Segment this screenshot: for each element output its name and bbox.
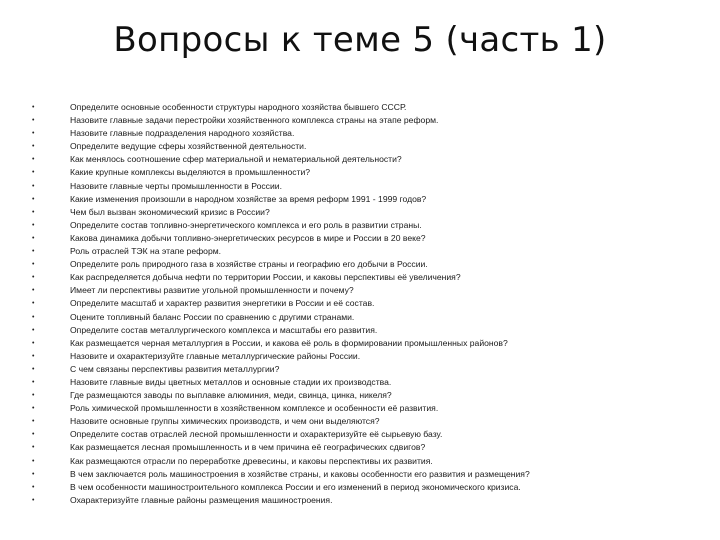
list-item — [32, 206, 682, 219]
bullet-icon: • — [32, 300, 35, 308]
bullet-icon: • — [32, 418, 35, 426]
bullet-icon: • — [32, 208, 35, 216]
list-item — [32, 271, 682, 284]
list-item — [32, 455, 682, 468]
question-text: В чем заключается роль машиностроения в хозяйстве страны, и каковы особенности его развития и размещения? — [70, 468, 530, 479]
list-item — [32, 245, 682, 258]
bullet-icon: • — [32, 339, 35, 347]
question-text: Как размещаются отрасли по переработке древесины, и каковы перспективы их развития. — [70, 455, 433, 466]
question-text: Как размещается лесная промышленность и в чем причина её географических сдвигов? — [70, 442, 426, 453]
list-item — [32, 337, 682, 350]
list-item — [32, 311, 682, 324]
bullet-icon: • — [32, 431, 35, 439]
question-text: Назовите основные группы химических производств, и чем они выделяются? — [70, 416, 380, 427]
list-item — [32, 297, 682, 310]
question-text: Где размещаются заводы по выплавке алюминия, меди, свинца, цинка, никеля? — [70, 390, 392, 401]
question-text: Какие крупные комплексы выделяются в промышленности? — [70, 167, 311, 178]
question-text: Роль химической промышленности в хозяйственном комплексе и особенности её развития. — [70, 403, 439, 414]
bullet-icon: • — [32, 496, 35, 504]
list-item — [32, 232, 682, 245]
list-item — [32, 258, 682, 271]
question-text: Какова динамика добычи топливно-энергетических ресурсов в мире и России в 20 веке? — [70, 232, 426, 243]
list-item — [32, 428, 682, 441]
question-text: Какие изменения произошли в народном хозяйстве за время реформ 1991 - 1999 годов? — [70, 193, 427, 204]
list-item — [32, 153, 682, 166]
bullet-icon: • — [32, 352, 35, 360]
list-item — [32, 363, 682, 376]
list-item — [32, 127, 682, 140]
list-item — [32, 114, 682, 127]
list-item — [32, 468, 682, 481]
list-item — [32, 284, 682, 297]
bullet-icon: • — [32, 221, 35, 229]
question-text: Имеет ли перспективы развитие угольной промышленности и почему? — [70, 285, 354, 296]
question-text: Определите основные особенности структуры народного хозяйства бывшего СССР. — [70, 102, 407, 112]
question-text: Назовите главные виды цветных металлов и основные стадии их производства. — [70, 376, 392, 387]
bullet-icon: • — [32, 287, 35, 295]
bullet-icon: • — [32, 143, 35, 151]
question-text: Назовите главные черты промышленности в России. — [70, 180, 282, 191]
question-text: Роль отраслей ТЭК на этапе реформ. — [70, 246, 222, 257]
bullet-icon: • — [32, 392, 35, 400]
question-text: Назовите и охарактеризуйте главные металлургические районы России. — [70, 350, 361, 361]
bullet-icon: • — [32, 261, 35, 269]
question-text: Определите масштаб и характер развития энергетики в России и её состав. — [70, 298, 375, 309]
bullet-icon: • — [32, 274, 35, 282]
bullet-icon: • — [32, 326, 35, 334]
list-item — [32, 415, 682, 428]
bullet-icon: • — [32, 457, 35, 465]
list-item — [32, 376, 682, 389]
question-text: Как размещается черная металлургия в России, и какова её роль в формировании промышленных районов? — [70, 337, 508, 348]
bullet-icon: • — [32, 248, 35, 256]
bullet-icon: • — [32, 313, 35, 321]
question-text: Назовите главные задачи перестройки хозяйственного комплекса страны на этапе реформ. — [70, 115, 439, 126]
question-text: Оцените топливный баланс России по сравнению с другими странами. — [70, 311, 355, 322]
bullet-icon: • — [32, 365, 35, 373]
bullet-icon: • — [32, 234, 35, 242]
question-text: Назовите главные подразделения народного хозяйства. — [70, 128, 295, 139]
question-text: Определите состав отраслей лесной промышленности и охарактеризуйте её сырьевую базу. — [70, 429, 443, 440]
question-text: Чем был вызван экономический кризис в России? — [70, 206, 270, 217]
list-item — [32, 219, 682, 232]
bullet-icon: • — [32, 444, 35, 452]
bullet-icon: • — [32, 117, 35, 125]
question-text: С чем связаны перспективы развития металлургии? — [70, 363, 280, 374]
list-item — [32, 180, 682, 193]
bullet-icon: • — [32, 156, 35, 164]
bullet-icon: • — [32, 104, 35, 111]
bullet-icon: • — [32, 378, 35, 386]
question-text: Как менялось соотношение сфер материальной и нематериальной деятельности? — [70, 154, 402, 165]
question-text: В чем особенности машиностроительного комплекса России и его изменений в период экономического кризиса. — [70, 481, 521, 492]
slide-title: Вопросы к теме 5 (часть 1) — [113, 20, 607, 60]
list-item — [32, 402, 682, 415]
question-text: Определите состав топливно-энергетического комплекса и его роль в развитии страны. — [70, 219, 422, 230]
list-item — [32, 441, 682, 454]
bullet-icon: • — [32, 182, 35, 190]
bullet-icon: • — [32, 130, 35, 138]
bullet-icon: • — [32, 483, 35, 491]
question-text: Определите состав металлургического комплекса и масштабы его развития. — [70, 324, 378, 335]
list-item — [32, 324, 682, 337]
list-item — [32, 481, 682, 494]
list-item — [32, 350, 682, 363]
question-text: Определите роль природного газа в хозяйстве страны и географию его добычи в России. — [70, 259, 428, 270]
question-text: Как распределяется добыча нефти по территории России, и каковы перспективы её увеличения? — [70, 272, 461, 283]
list-item — [32, 389, 682, 402]
list-item — [32, 140, 682, 153]
bullet-icon: • — [32, 195, 35, 203]
question-list — [32, 101, 682, 507]
bullet-icon: • — [32, 470, 35, 478]
question-text: Охарактеризуйте главные районы размещения машиностроения. — [70, 494, 333, 505]
question-text: Определите ведущие сферы хозяйственной деятельности. — [70, 141, 307, 152]
list-item — [32, 494, 682, 507]
bullet-icon: • — [32, 169, 35, 177]
list-item — [32, 193, 682, 206]
bullet-icon: • — [32, 405, 35, 413]
list-item — [32, 101, 682, 114]
list-item — [32, 166, 682, 179]
